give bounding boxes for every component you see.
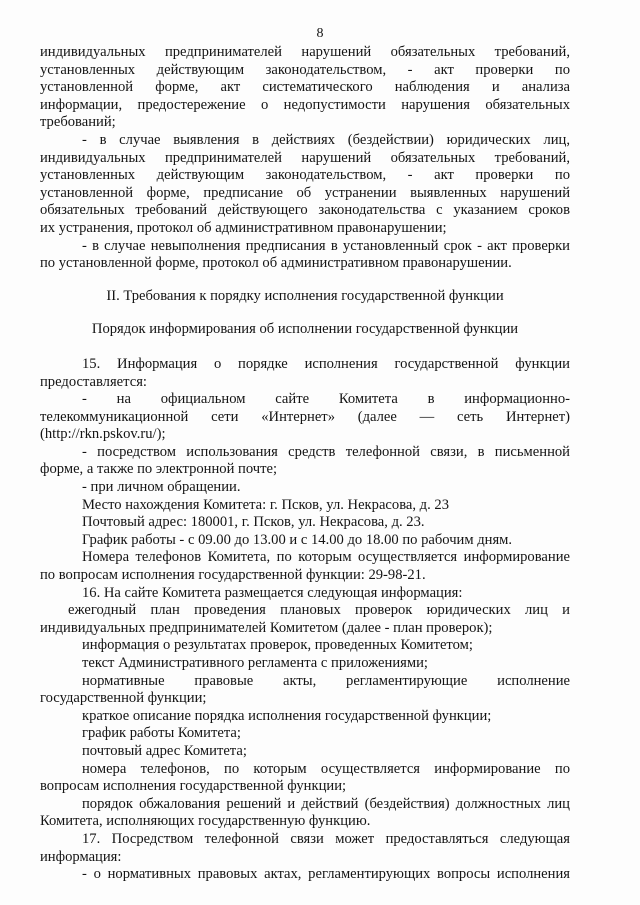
text-line: почтовый адрес Комитета; [82,742,247,759]
text-line: индивидуальных предпринимателей нарушений обязательных требований, [40,149,570,166]
text-line: информация: [40,848,122,865]
text-line: индивидуальных предпринимателей Комитетом (далее - план проверок); [40,619,493,636]
text-line: (http://rkn.pskov.ru/); [40,426,166,443]
text-line: - посредством использования средств телефонной связи, в письменной [82,443,570,460]
text-line: II. Требования к порядку исполнения государственной функции [106,287,504,304]
text-line: Почтовый адрес: 180001, г. Псков, ул. Некрасова, д. 23. [82,514,425,531]
text-line: требований; [40,114,116,131]
text-line: - о нормативных правовых актах, регламентирующих вопросы исполнения [82,866,570,883]
text-line: по вопросам исполнения государственной функции: 29-98-21. [40,567,426,584]
text-line: График работы - с 09.00 до 13.00 и с 14.00 до 18.00 по рабочим дням. [82,531,513,548]
text-line: номера телефонов, по которым осуществляется информирование по [82,760,570,777]
text-line: установленных действующим законодательством, - акт проверки по [40,61,570,78]
text-line: график работы Комитета; [82,725,241,742]
text-line: индивидуальных предпринимателей нарушений обязательных требований, [40,44,570,60]
text-line: 17. Посредством телефонной связи может предоставляться следующая [82,830,570,847]
text-line: форме, а также по электронной почте; [40,461,278,478]
text-line: - на официальном сайте Комитета в информационно- [82,391,570,408]
text-line: текст Административного регламента с приложениями; [82,655,428,671]
text-line: обязательных требований действующего законодательства с указанием сроков [40,202,570,219]
text-line: - в случае невыполнения предписания в установленный срок - акт проверки [82,237,570,254]
document-body [40,44,570,884]
text-line: их устранения, протокол об административном правонарушении; [40,219,447,236]
text-line: нормативные правовые акты, регламентирующие исполнение [82,672,570,689]
text-line: вопросам исполнения государственной функции; [40,778,347,795]
text-line: установленных действующим законодательством, - акт проверки по [40,167,570,184]
text-line: краткое описание порядка исполнения государственной функции; [82,707,492,724]
text-line: Номера телефонов Комитета, по которым осуществляется информирование [82,549,570,566]
text-line: информации, предостережение о недопустимости нарушения обязательных [40,96,570,113]
text-line: - при личном обращении. [82,479,241,496]
text-line: порядок обжалования решений и действий (бездействия) должностных лиц [82,795,570,812]
text-line: Комитета, исполняющих государственную функцию. [40,813,371,830]
text-line: - в случае выявления в действиях (бездействии) юридических лиц, [82,131,570,148]
text-line: Порядок информирования об исполнении государственной функции [91,321,519,338]
text-line: Место нахождения Комитета: г. Псков, ул. Некрасова, д. 23 [82,496,449,513]
text-line: предоставляется: [40,373,147,390]
page-number: 8 [316,26,324,41]
text-line: телекоммуникационной сети «Интернет» (далее — сеть Интернет) [40,408,570,425]
text-line: информация о результатах проверок, проведенных Комитетом; [82,637,473,654]
text-line: по установленной форме, протокол об административном правонарушении. [40,255,512,272]
text-line: установленной форме, акт систематического наблюдения и анализа [40,79,570,96]
text-line: государственной функции; [40,690,207,707]
text-line: 15. Информация о порядке исполнения государственной функции [82,355,570,372]
text-line: 16. На сайте Комитета размещается следующая информация: [82,584,463,601]
text-line: ежегодный план проведения плановых проверок юридических лиц и [68,602,570,619]
text-line: установленной форме, предписание об устранении выявленных нарушений [40,184,570,201]
